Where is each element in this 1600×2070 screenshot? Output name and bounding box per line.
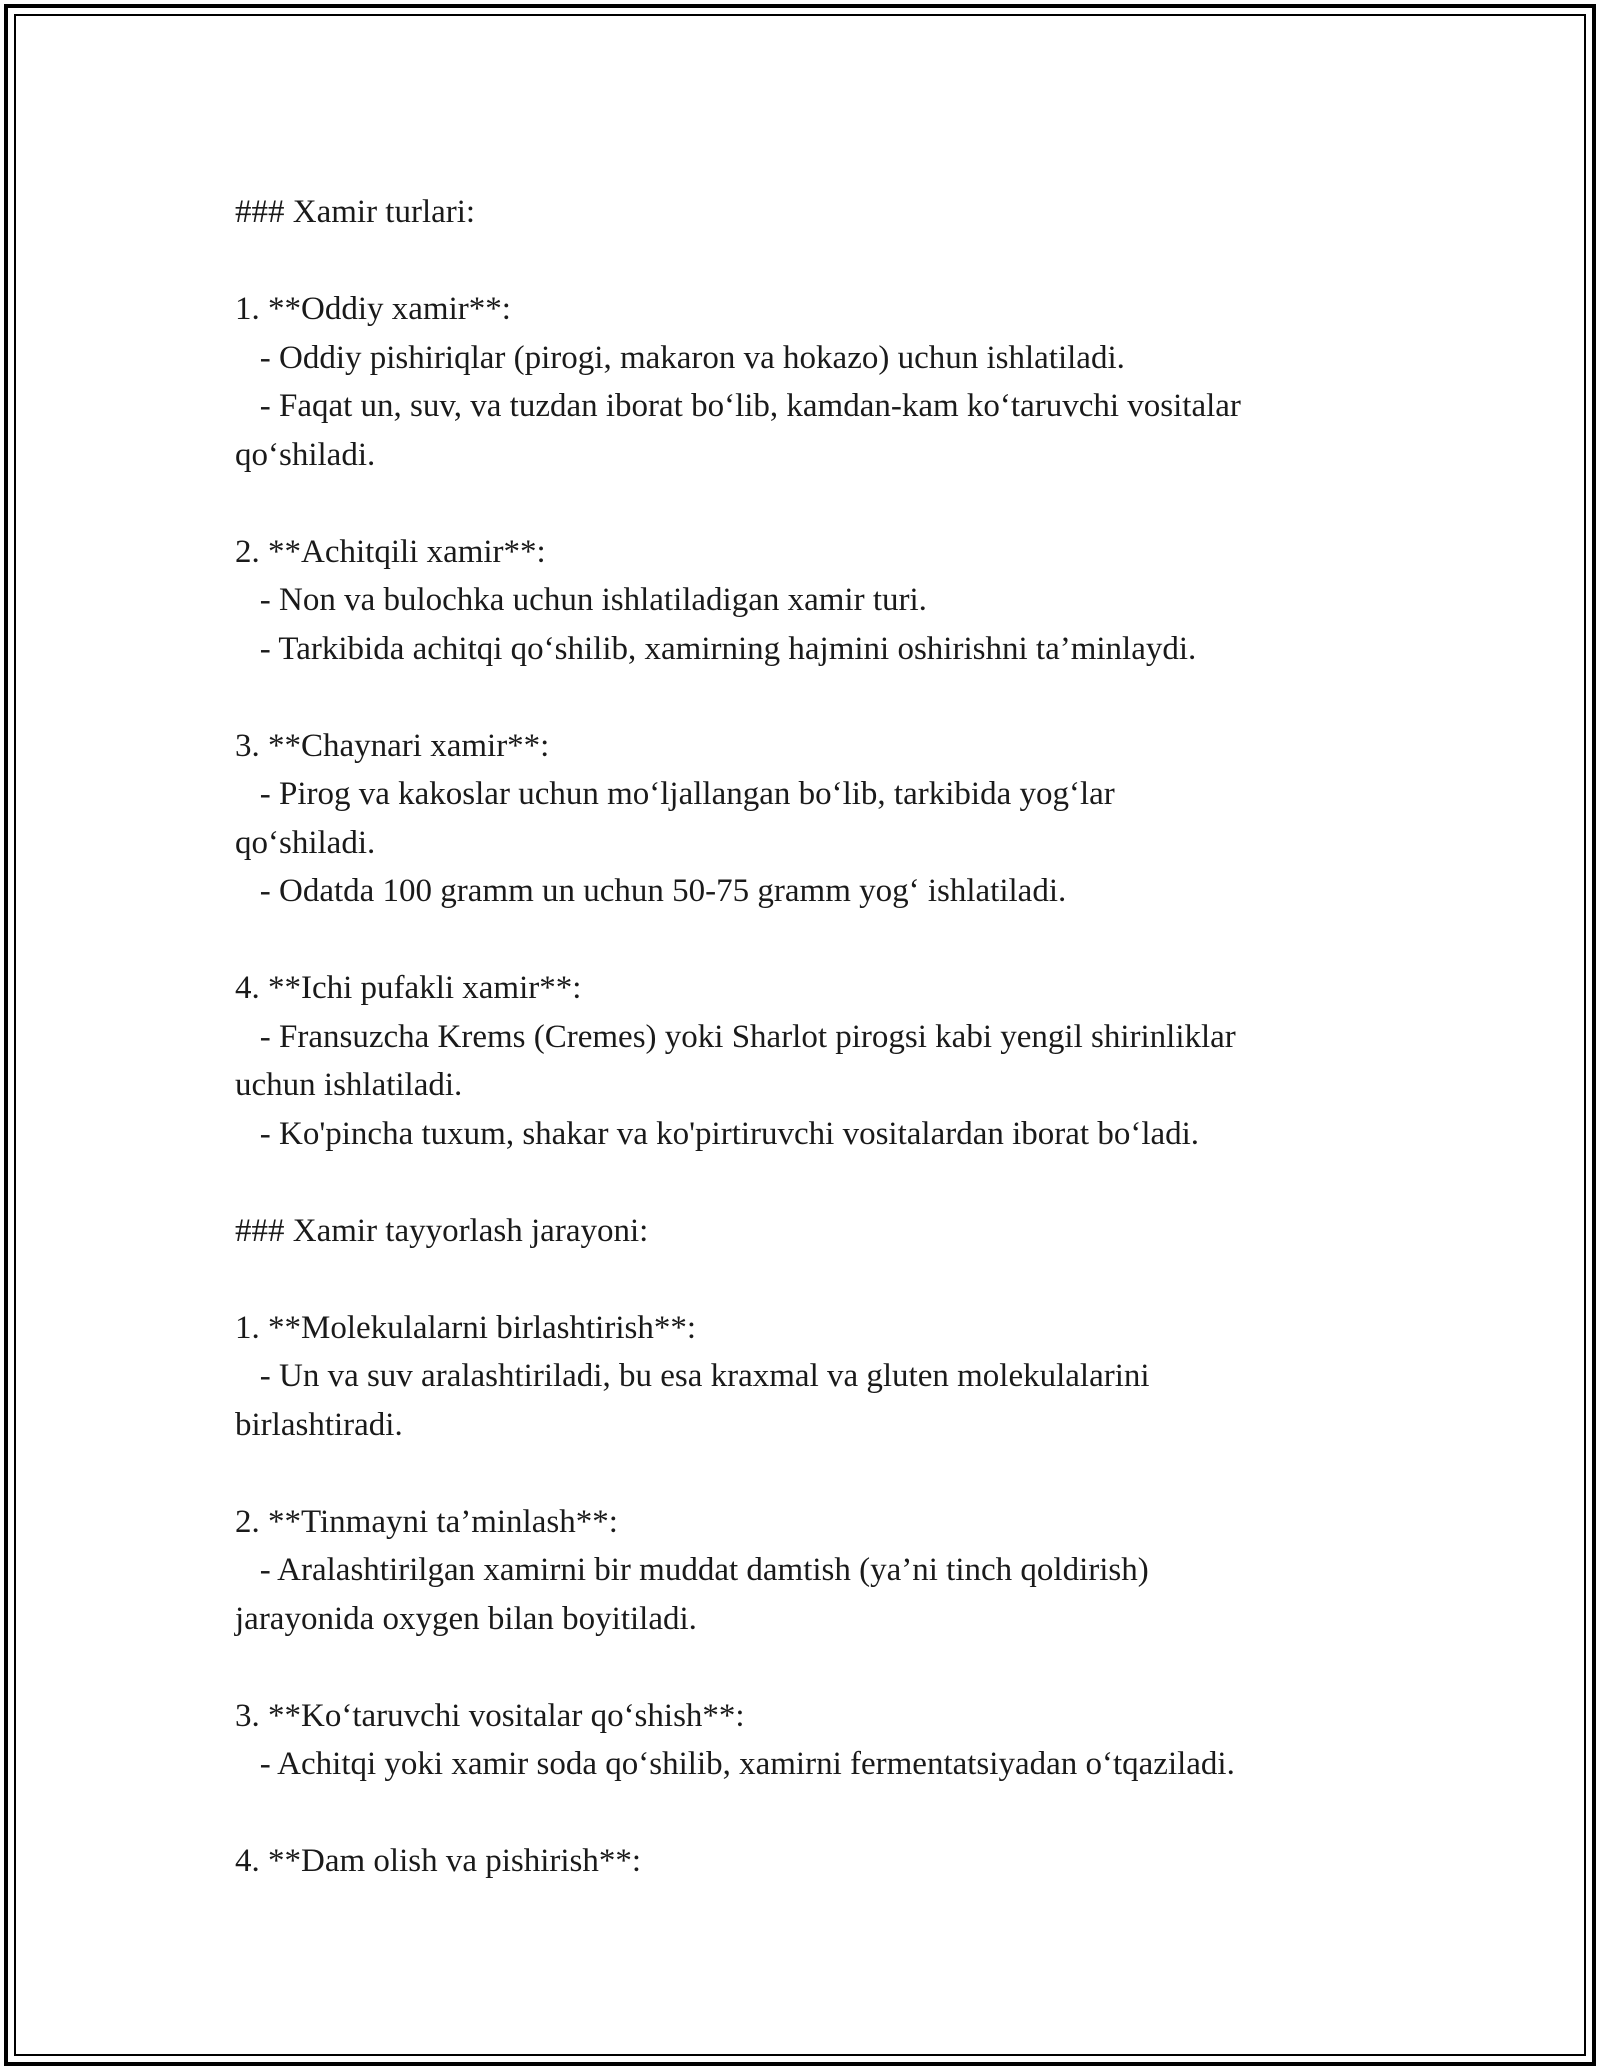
list-item-title: 3. **Ko‘taruvchi vositalar qo‘shish**:: [235, 1697, 745, 1734]
list-item-text: - Un va suv aralashtiriladi, bu esa kraxmal va gluten molekulalarini: [235, 1358, 1150, 1394]
list-item-text: - Oddiy pishiriqlar (pirogi, makaron va hokazo) uchun ishlatiladi.: [235, 339, 1125, 376]
list-item-text: uchun ishlatiladi.: [235, 1067, 463, 1103]
list-item-text: - Odatda 100 gramm un uchun 50-75 gramm yog‘ ishlatiladi.: [235, 873, 1067, 909]
list-item-text: jarayonida oxygen bilan boyitiladi.: [235, 1600, 697, 1637]
list-item-text: - Achitqi yoki xamir soda qo‘shilib, xamirni fermentatsiyadan o‘tqaziladi.: [235, 1746, 1235, 1782]
list-item-text: qo‘shiladi.: [235, 824, 376, 861]
list-item: [235, 1837, 1415, 1886]
list-item-text: - Aralashtirilgan xamirni bir muddat damtish (ya’ni tinch qoldirish): [235, 1552, 1149, 1588]
list-item-text: birlashtiradi.: [235, 1406, 403, 1443]
list-item: [235, 528, 1415, 674]
section-heading-dough-process: ### Xamir tayyorlash jarayoni:: [235, 1212, 649, 1249]
list-item-text: - Pirog va kakoslar uchun mo‘ljallangan bo‘lib, tarkibida yog‘lar: [235, 776, 1115, 812]
section-heading-dough-types: ### Xamir turlari:: [235, 194, 476, 230]
list-item: [235, 285, 1415, 479]
list-item-title: 1. **Oddiy xamir**:: [235, 291, 511, 327]
list-item: [235, 1498, 1415, 1644]
list-item-text: - Non va bulochka uchun ishlatiladigan xamir turi.: [235, 582, 927, 618]
list-item-title: 4. **Dam olish va pishirish**:: [235, 1843, 642, 1879]
list-item-title: 2. **Tinmayni ta’minlash**:: [235, 1503, 618, 1540]
list-item-title: 2. **Achitqili xamir**:: [235, 533, 546, 570]
document-body: [235, 188, 1415, 1886]
list-item-title: 3. **Chaynari xamir**:: [235, 727, 550, 764]
list-item: [235, 1304, 1415, 1450]
list-item: [235, 964, 1415, 1158]
list-item-text: - Faqat un, suv, va tuzdan iborat bo‘lib, kamdan-kam ko‘taruvchi vositalar: [235, 388, 1241, 424]
list-item-text: qo‘shiladi.: [235, 436, 376, 473]
list-item: [235, 722, 1415, 916]
list-item-title: 1. **Molekulalarni birlashtirish**:: [235, 1309, 697, 1346]
list-item-title: 4. **Ichi pufakli xamir**:: [235, 970, 582, 1006]
list-item: [235, 1692, 1415, 1789]
list-item-text: - Ko'pincha tuxum, shakar va ko'pirtiruvchi vositalardan iborat bo‘ladi.: [235, 1115, 1200, 1152]
list-item-text: - Fransuzcha Krems (Cremes) yoki Sharlot pirogsi kabi yengil shirinliklar: [235, 1018, 1236, 1055]
list-item-text: - Tarkibida achitqi qo‘shilib, xamirning hajmini oshirishni ta’minlaydi.: [235, 630, 1197, 667]
